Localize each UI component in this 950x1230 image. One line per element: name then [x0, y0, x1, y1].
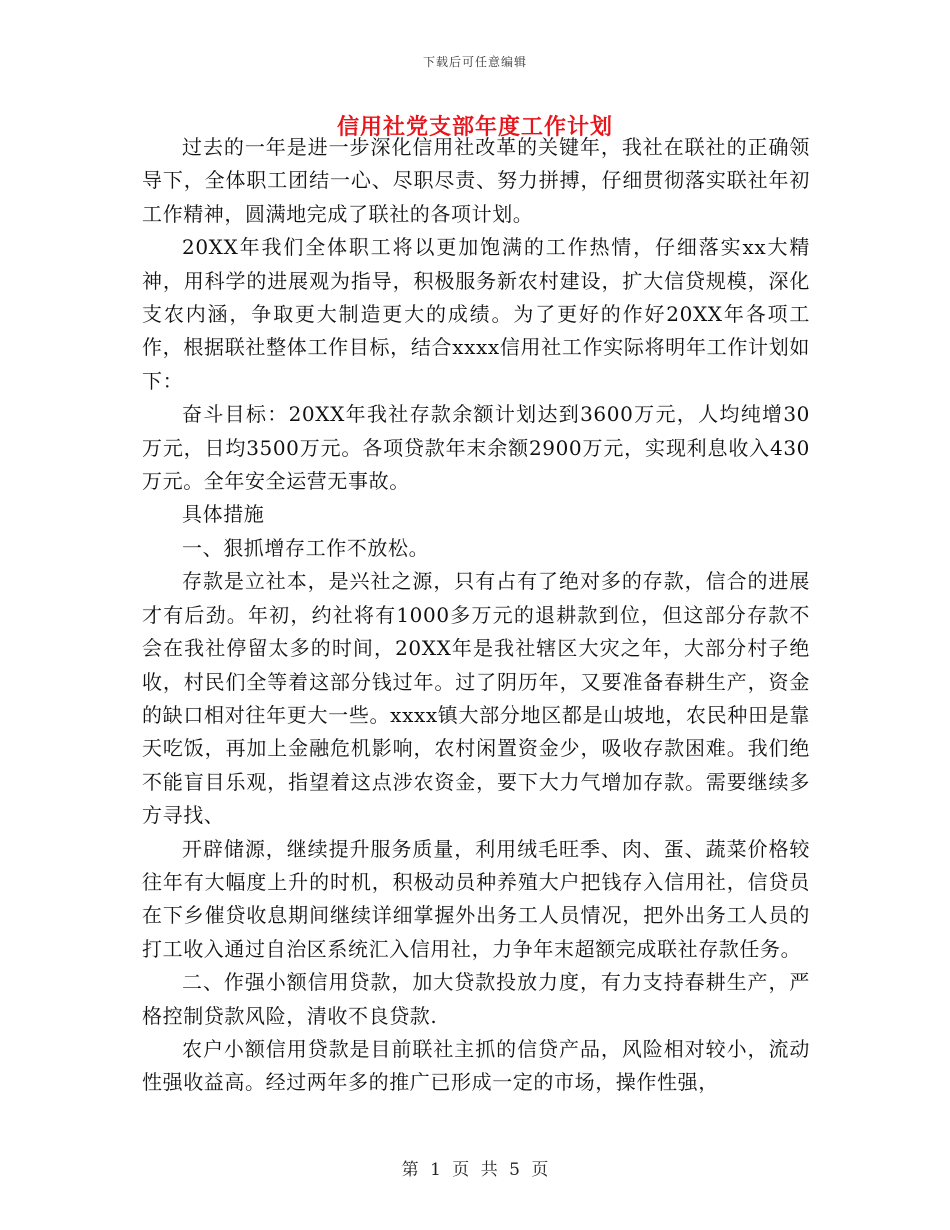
section-heading-measures: 具体措施 — [182, 502, 265, 527]
paragraph-microcredit: 农户小额信用贷款是目前联社主抓的信贷产品，风险相对较小，流动性强收益高。经过两年多的推广已形成一定的市场，操作性强， — [142, 1036, 810, 1095]
section-heading-deposits: 一、狠抓增存工作不放松。 — [182, 535, 430, 560]
paragraph-deposits: 存款是立社本，是兴社之源，只有占有了绝对多的存款，信合的进展才有后劲。年初，约社将有1000多万元的退耕款到位，但这部分存款不会在我社停留太多的时间，20XX年是我社辖区大灾之年，大部分村子绝收，村民们全等着这部分钱过年。过了阴历年，又要准备春耕生产，资金的缺口相对往年更大一些。xxxx镇大部分地区都是山坡地，农民种田是靠天吃饭，再加上金融危机影响，农村闲置资金少，吸收存款困难。我们绝不能盲目乐观，指望着这点涉农资金，要下大力气增加存款。需要继续多方寻找、 — [142, 569, 810, 828]
section-heading-loans: 二、作强小额信用贷款，加大贷款投放力度，有力支持春耕生产，严格控制贷款风险，清收不良贷款. — [142, 970, 810, 1028]
paragraph-plan-overview: 20XX年我们全体职工将以更加饱满的工作热情，仔细落实xx大精神，用科学的进展观为指导，积极服务新农村建设，扩大信贷规模，深化支农内涵，争取更大制造更大的成绩。为了更好的作好20XX年各项工作，根据联社整体工作目标，结合xxxx信用社工作实际将明年工作计划如下： — [142, 235, 810, 393]
page-footer-number: 第 1 页 共 5 页 — [401, 1160, 549, 1180]
paragraph-deposit-sources: 开辟储源，继续提升服务质量，利用绒毛旺季、肉、蛋、蔬菜价格较往年有大幅度上升的时机，积极动员种养殖大户把钱存入信用社，信贷员在下乡催贷收息期间继续详细掌握外出务工人员情况，把外出务工人员的打工收入通过自治区系统汇入信用社，力争年末超额完成联社存款任务。 — [142, 836, 810, 961]
page-header-note: 下载后可任意编辑 — [422, 55, 527, 69]
document-body — [142, 131, 810, 1100]
document-title: 信用社党支部年度工作计划 — [336, 114, 613, 140]
paragraph-goals: 奋斗目标：20XX年我社存款余额计划达到3600万元，人均纯增30万元，日均3500万元。各项贷款年末余额2900万元，实现利息收入430万元。全年安全运营无事故。 — [142, 402, 810, 494]
paragraph-intro: 过去的一年是进一步深化信用社改革的关键年，我社在联社的正确领导下，全体职工团结一心、尽职尽责、努力拼搏，仔细贯彻落实联社年初工作精神，圆满地完成了联社的各项计划。 — [142, 135, 810, 226]
